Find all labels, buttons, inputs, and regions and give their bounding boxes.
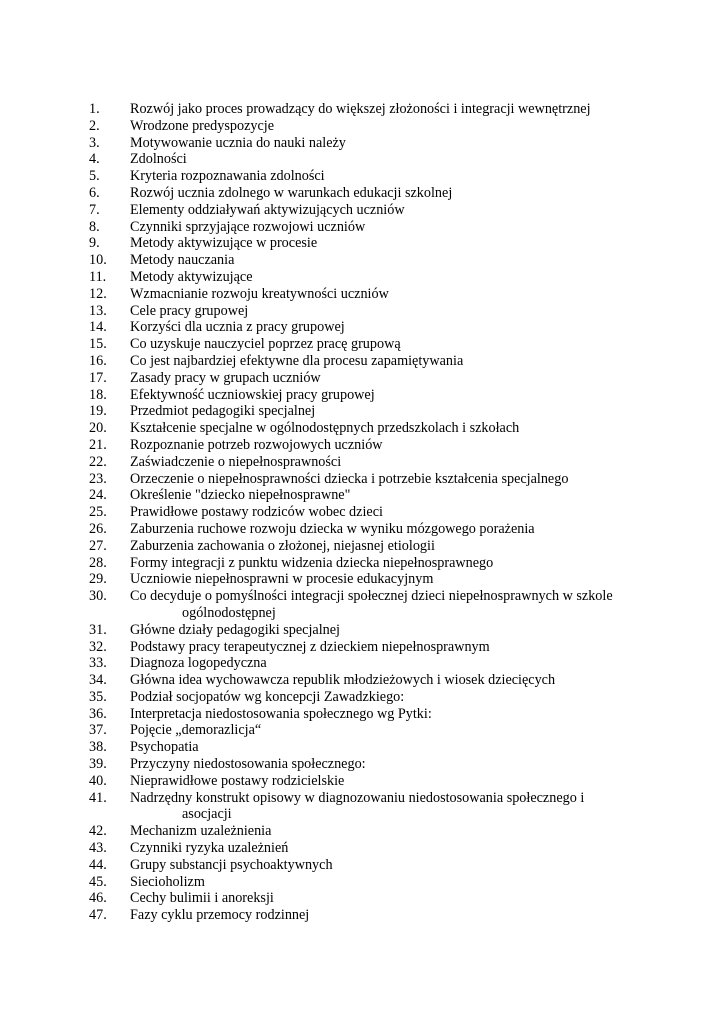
list-item — [0, 857, 724, 874]
item-number: 9. — [89, 235, 100, 252]
item-text: Przyczyny niedostosowania społecznego: — [130, 756, 366, 773]
item-number: 14. — [89, 319, 107, 336]
item-text: Rozwój ucznia zdolnego w warunkach edukacji szkolnej — [130, 184, 453, 201]
item-text: Psychopatia — [130, 739, 199, 756]
item-text: Pojęcie „demorazlicja“ — [130, 722, 262, 739]
item-number: 7. — [89, 201, 100, 218]
list-item — [0, 151, 724, 168]
list-item — [0, 135, 724, 152]
list-item — [0, 722, 724, 739]
item-text-continuation: ogólnodostępnej — [182, 604, 276, 621]
item-text: Rozwój jako proces prowadzący do większej złożoności i integracji wewnętrznej — [130, 101, 591, 117]
list-item — [0, 370, 724, 387]
item-text: Co uzyskuje nauczyciel poprzez pracę grupową — [130, 336, 401, 353]
item-text: Nadrzędny konstrukt opisowy w diagnozowaniu niedostosowania społecznego i — [130, 789, 585, 806]
item-text: Kryteria rozpoznawania zdolności — [130, 168, 325, 185]
list-item — [0, 303, 724, 320]
item-number: 35. — [89, 688, 107, 705]
list-item — [0, 555, 724, 572]
item-number: 22. — [89, 453, 107, 470]
item-text-continuation: asocjacji — [182, 806, 232, 823]
item-text: Fazy cyklu przemocy rodzinnej — [130, 907, 310, 924]
list-item — [0, 319, 724, 336]
item-text: Formy integracji z punktu widzenia dziecka niepełnosprawnego — [130, 554, 494, 571]
item-text: Główne działy pedagogiki specjalnej — [130, 621, 340, 638]
list-item — [0, 907, 724, 924]
list-item — [0, 454, 724, 471]
item-text: Co jest najbardziej efektywne dla procesu zapamiętywania — [130, 352, 464, 369]
item-number: 6. — [89, 184, 100, 201]
item-number: 30. — [89, 588, 107, 605]
item-text: Czynniki sprzyjające rozwojowi uczniów — [130, 218, 366, 235]
item-text: Orzeczenie o niepełnosprawności dziecka i potrzebie kształcenia specjalnego — [130, 470, 569, 487]
item-text: Uczniowie niepełnosprawni w procesie edukacyjnym — [130, 571, 434, 588]
item-number: 8. — [89, 218, 100, 235]
list-item — [0, 588, 724, 622]
item-text: Wrodzone predyspozycje — [130, 117, 275, 134]
list-item — [0, 706, 724, 723]
list-item — [0, 689, 724, 706]
item-text: Zasady pracy w grupach uczniów — [130, 369, 321, 386]
item-text: Podział socjopatów wg koncepcji Zawadzkiego: — [130, 688, 405, 705]
list-item — [0, 672, 724, 689]
item-number: 36. — [89, 705, 107, 722]
list-item — [0, 185, 724, 202]
item-number: 2. — [89, 117, 100, 134]
item-text: Cele pracy grupowej — [130, 302, 249, 319]
item-number: 27. — [89, 537, 107, 554]
item-number: 25. — [89, 504, 107, 521]
item-text: Zaburzenia zachowania o złożonej, niejasnej etiologii — [130, 537, 435, 554]
item-number: 43. — [89, 840, 107, 857]
item-text: Cechy bulimii i anoreksji — [130, 890, 274, 907]
item-number: 47. — [89, 907, 107, 924]
list-item — [0, 840, 724, 857]
item-text: Wzmacnianie rozwoju kreatywności uczniów — [130, 285, 389, 302]
item-number: 37. — [89, 722, 107, 739]
list-item — [0, 622, 724, 639]
list-item — [0, 538, 724, 555]
item-text: Mechanizm uzależnienia — [130, 823, 272, 840]
item-number: 29. — [89, 571, 107, 588]
item-text: Rozpoznanie potrzeb rozwojowych uczniów — [130, 436, 383, 453]
list-item — [0, 252, 724, 269]
list-item — [0, 202, 724, 219]
list-item — [0, 420, 724, 437]
item-number: 28. — [89, 554, 107, 571]
item-number: 32. — [89, 638, 107, 655]
item-text: Siecioholizm — [130, 873, 205, 890]
list-item — [0, 387, 724, 404]
item-number: 12. — [89, 285, 107, 302]
item-number: 31. — [89, 621, 107, 638]
item-text: Kształcenie specjalne w ogólnodostępnych przedszkolach i szkołach — [130, 420, 520, 437]
item-number: 40. — [89, 772, 107, 789]
list-item — [0, 504, 724, 521]
item-number: 20. — [89, 420, 107, 437]
list-item — [0, 823, 724, 840]
item-text: Metody nauczania — [130, 252, 235, 269]
item-text: Efektywność uczniowskiej pracy grupowej — [130, 386, 375, 403]
item-number: 1. — [89, 101, 100, 117]
list-item — [0, 168, 724, 185]
item-number: 5. — [89, 168, 100, 185]
item-text: Metody aktywizujące w procesie — [130, 235, 318, 252]
item-number: 23. — [89, 470, 107, 487]
list-item — [0, 571, 724, 588]
item-number: 39. — [89, 756, 107, 773]
list-item — [0, 219, 724, 236]
item-text: Przedmiot pedagogiki specjalnej — [130, 403, 316, 420]
list-item — [0, 353, 724, 370]
item-text: Diagnoza logopedyczna — [130, 655, 267, 672]
list-item — [0, 655, 724, 672]
list-item — [0, 890, 724, 907]
item-number: 15. — [89, 336, 107, 353]
item-text: Elementy oddziaływań aktywizujących uczniów — [130, 201, 405, 218]
item-text: Nieprawidłowe postawy rodzicielskie — [130, 772, 345, 789]
item-text: Podstawy pracy terapeutycznej z dzieckiem niepełnosprawnym — [130, 638, 490, 655]
item-text: Co decyduje o pomyślności integracji społecznej dzieci niepełnosprawnych w szkole — [130, 588, 613, 605]
list-item — [0, 639, 724, 656]
item-text: Zaburzenia ruchowe rozwoju dziecka w wyniku mózgowego porażenia — [130, 520, 535, 537]
item-number: 41. — [89, 789, 107, 806]
list-item — [0, 739, 724, 756]
item-text: Interpretacja niedostosowania społecznego wg Pytki: — [130, 705, 432, 722]
item-number: 44. — [89, 856, 107, 873]
item-text: Motywowanie ucznia do nauki należy — [130, 134, 346, 151]
item-text: Prawidłowe postawy rodziców wobec dzieci — [130, 504, 383, 521]
list-item — [0, 286, 724, 303]
item-text: Grupy substancji psychoaktywnych — [130, 856, 333, 873]
list-item — [0, 756, 724, 773]
item-number: 38. — [89, 739, 107, 756]
item-text: Czynniki ryzyka uzależnień — [130, 840, 289, 857]
list-item — [0, 101, 724, 118]
numbered-topic-list — [0, 101, 724, 924]
item-number: 17. — [89, 369, 107, 386]
list-item — [0, 336, 724, 353]
item-number: 16. — [89, 352, 107, 369]
list-item — [0, 790, 724, 824]
item-number: 24. — [89, 487, 107, 504]
list-item — [0, 403, 724, 420]
item-number: 46. — [89, 890, 107, 907]
item-number: 3. — [89, 134, 100, 151]
list-item — [0, 471, 724, 488]
list-item — [0, 269, 724, 286]
item-number: 33. — [89, 655, 107, 672]
list-item — [0, 235, 724, 252]
item-text: Główna idea wychowawcza republik młodzieżowych i wiosek dziecięcych — [130, 672, 556, 689]
item-number: 34. — [89, 672, 107, 689]
item-text: Zdolności — [130, 151, 187, 168]
item-number: 18. — [89, 386, 107, 403]
item-number: 45. — [89, 873, 107, 890]
list-item — [0, 437, 724, 454]
item-number: 21. — [89, 436, 107, 453]
item-number: 10. — [89, 252, 107, 269]
item-number: 4. — [89, 151, 100, 168]
item-text: Zaświadczenie o niepełnosprawności — [130, 453, 342, 470]
item-number: 42. — [89, 823, 107, 840]
item-text: Korzyści dla ucznia z pracy grupowej — [130, 319, 345, 336]
item-number: 26. — [89, 520, 107, 537]
list-item — [0, 521, 724, 538]
item-number: 11. — [89, 268, 107, 285]
item-number: 13. — [89, 302, 107, 319]
item-text: Metody aktywizujące — [130, 268, 253, 285]
list-item — [0, 874, 724, 891]
list-item — [0, 118, 724, 135]
item-number: 19. — [89, 403, 107, 420]
list-item — [0, 773, 724, 790]
list-item — [0, 487, 724, 504]
item-text: Określenie "dziecko niepełnosprawne" — [130, 487, 351, 504]
